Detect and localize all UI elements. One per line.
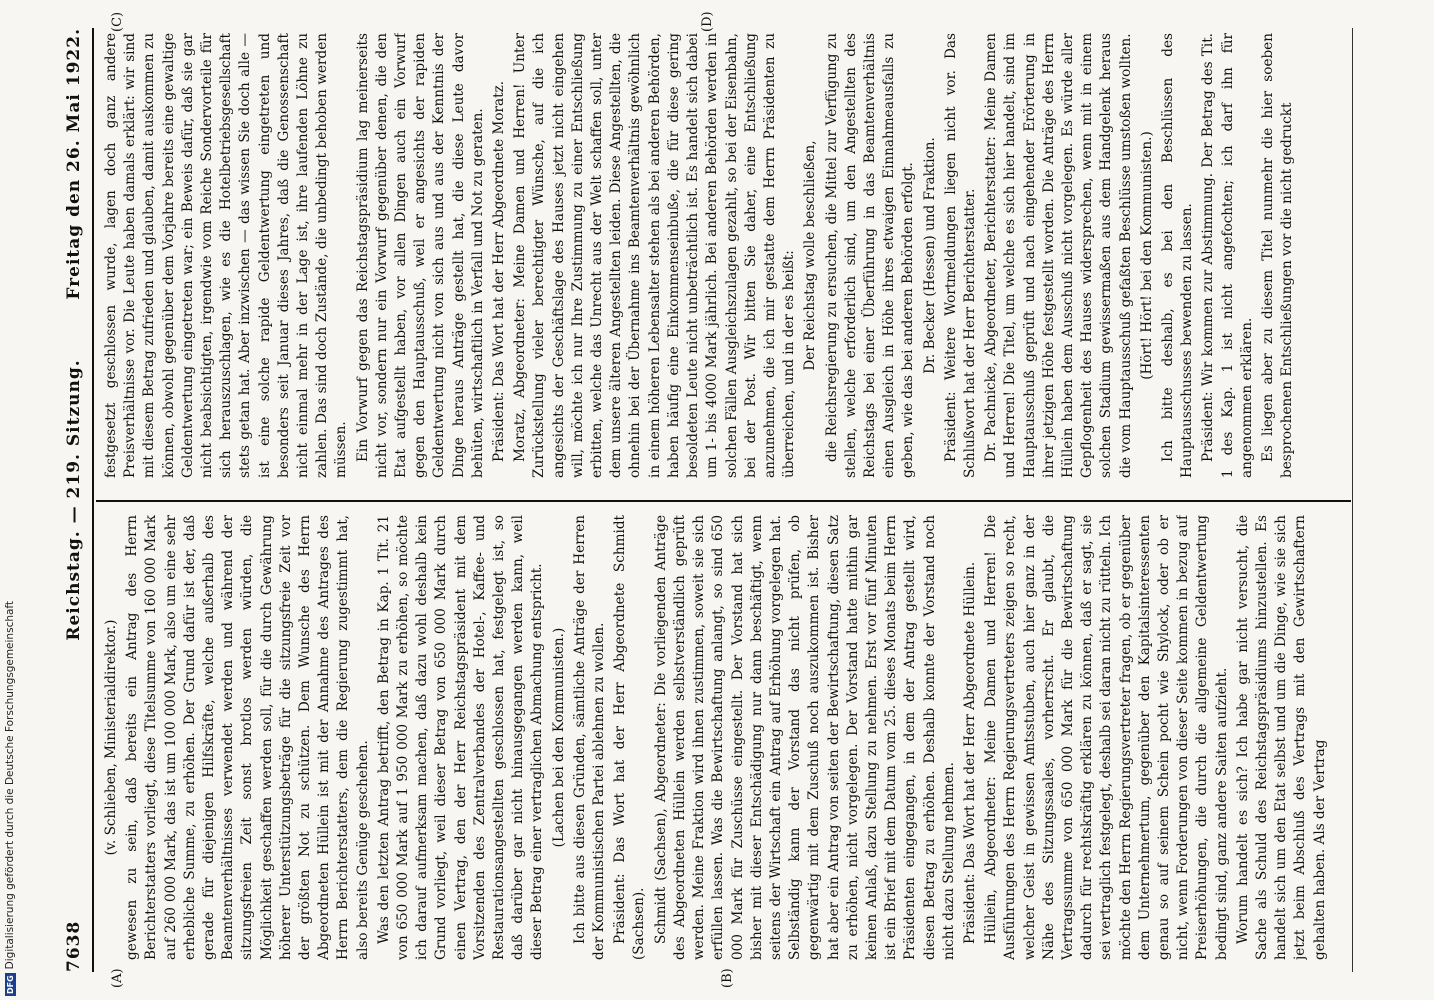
credit-text: Digitalisierung gefördert durch die Deutsche Forschungsgemeinschaft bbox=[4, 600, 16, 970]
margin-marker-d: (D) bbox=[700, 11, 715, 32]
paragraph: Präsident: Das Wort hat der Herr Abgeordnete Schmidt (Sachsen). bbox=[612, 515, 648, 960]
resolution-text: die Reichsregierung zu ersuchen, die Mittel zur Verfügung zu stellen, welche erforderlich sind, um den Angestellten des Reichstags bei einer Überführung in das Beamtenverhältnis einen Ausgleich in Höhe ihres etwaigen Einnahmeausfalls zu geben, wie das bei anderen Behörden erfolgt. bbox=[823, 33, 917, 478]
paragraph: Präsident: Weitere Wortmeldungen liegen nicht vor. Das Schlußwort hat der Herr Berichterstatter. bbox=[942, 33, 978, 478]
left-column bbox=[102, 515, 1342, 960]
paragraph: Was den letzten Antrag betrifft, den Betrag in Kap. 1 Tit. 21 von 650 000 Mark auf 1 950 000 Mark zu erhöhen, so möchte ich darauf aufmerksam machen, daß dazu wohl deshalb kein Grund vorliegt, weil dieser Betrag von 650 000 Mark durch einen Vertrag, den der Herr Reichstagspräsident mit dem Vorsitzenden des Zentralverbandes der Hotel-, Kaffee- und Restaurationsangestellten geschlossen hat, festgelegt ist, so daß darüber gar nicht hinausgegangen werden kann, weil dieser Betrag einer vertraglichen Abmachung entspricht. bbox=[375, 515, 546, 960]
page-header bbox=[62, 28, 88, 972]
resolution-signatories: Dr. Becker (Hessen) und Fraktion. bbox=[921, 137, 938, 374]
paragraph: gewesen zu sein, daß bereits ein Antrag des Herrn Berichterstatters vorliegt, diese Titelsumme von 160 000 Mark auf 260 000 Mark, das ist um 100 000 Mark, also um eine sehr erhebliche Summe, zu erhöhen. Der Grund dafür ist der, daß gerade für diejenigen Hilfskräfte, welche außerhalb des Beamtenverhältnisses verwendet werden und während der sitzungsfreien Zeit sonst brotlos werden würden, die Möglichkeit geschaffen werden soll, für die durch Gewährung höherer Unterstützungsbeträge für die sitzungsfreie Zeit vor der größten Not zu schützen. Dem Wunsche des Herrn Abgeordneten Hüllein ist mit der Annahme des Antrages des Herrn Berichterstatters, dem die Regierung zugestimmt hat, also bereits Genüge geschehen. bbox=[124, 515, 371, 960]
header-rule bbox=[92, 28, 94, 972]
interjection: (Lachen bei den Kommunisten.) bbox=[550, 627, 567, 848]
column-divider bbox=[96, 500, 1351, 502]
paragraph: Es liegen aber zu diesem Titel nunmehr die hier soeben besprochenen Entschließungen vor die nicht gedruckt bbox=[1259, 33, 1296, 478]
footer-rule bbox=[1352, 28, 1353, 972]
paragraph: Dr. Pachnicke, Abgeordneter, Berichterstatter: Meine Damen und Herren! Die Titel, um welche es sich hier handelt, sind im Hauptausschuß geprüft und nach eingehender Erörterung in ihrer jetzigen Höhe festgestellt worden. Die Anträge des Herrn Hüllein haben dem Ausschuß nicht vorgelegen. Es würde aller Gepflogenheit des Hauses widersprechen, wenn mit in einem solchen Stadium gewissermaßen aus dem Handgelenk heraus die vom Hauptausschuß gefaßten Beschlüsse umstoßen wollten. bbox=[983, 33, 1134, 478]
interjection: (Hört! Hört! bei den Kommunisten.) bbox=[1138, 131, 1155, 380]
speaker-note: (v. Schlieben, Ministerialdirektor.) bbox=[103, 619, 119, 856]
session-date: Freitag den 26. Mai 1922. bbox=[64, 28, 84, 300]
paragraph: Ich bitte deshalb, es bei den Beschlüssen des Hauptausschusses bewenden zu lassen. bbox=[1159, 33, 1196, 478]
right-column bbox=[102, 33, 1342, 478]
page-number: 7638 bbox=[64, 920, 84, 972]
dfg-logo: DFG bbox=[5, 975, 15, 994]
paragraph: Ein Vorwurf gegen das Reichstagspräsidium lag meinerseits nicht vor, sondern nur ein Vorwurf gegenüber denen, die den Etat aufgestellt haben, vor allen Dingen auch ein Vorwurf gegen den Hauptausschuß, weil er angesichts der rapiden Geldentwertung nicht von sich aus und aus der Kenntnis der Dinge heraus Anträge gestellt hat, die diese Leute davor behüten, wirtschaftlich in Verfall und Not zu geraten. bbox=[354, 33, 486, 478]
paragraph: Worum handelt es sich? Ich habe gar nicht versucht, die Sache als Schuld des Reichstagspräsidiums hinzustellen. Es handelt sich um den Etat selbst und um die Dinge, wie sie sich jetzt beim Abschluß des Vertrags mit den Gewirtschaftern gehalten haben. Als der Vertrag bbox=[1234, 515, 1328, 960]
paragraph: festgesetzt geschlossen wurde, lagen doch ganz andere Preisverhältnisse vor. Die Leute haben damals erklärt: wir sind mit diesem Betrag zufrieden und glauben, damit auskommen zu können, obwohl gegenüber dem Vorjahre bereits eine gewaltige Geldentwertung eingetreten war; ein Beweis dafür, daß sie gar nicht beabsichtigten, irgendwie vom Reiche Sondervorteile für sich herauszuschlagen, wie es die Hotelbetriebsgesellschaft stets getan hat. Aber inzwischen — das wissen Sie doch alle — ist eine solche rapide Geldentwertung eingetreten und besonders seit Januar dieses Jahres, daß die Genossenschaft nicht einmal mehr in der Lage ist, ihre laufenden Löhne zu zahlen. Das sind doch Zustände, die unbedingt behoben werden müssen. bbox=[103, 33, 350, 478]
margin-marker-a: (A) bbox=[110, 968, 125, 988]
paragraph: Präsident: Das Wort hat der Herr Abgeordnete Hüllein. bbox=[961, 561, 978, 944]
margin-marker-c: (C) bbox=[110, 11, 125, 32]
digitization-credit bbox=[4, 6, 22, 996]
paragraph: Schmidt (Sachsen), Abgeordneter: Die vorliegenden Anträge des Abgeordneten Hüllein werden selbstverständlich geprüft werden. Meine Fraktion wird ihnen zustimmen, soweit sie sich erfüllen lassen. Was die Bewirtschaftung anlangt, so sind 650 000 Mark für Zuschüsse eingestellt. Der Vorstand hat sich bisher mit dieser Entschädigung nur dann beschäftigt, wenn seitens der Wirtschaft ein Antrag auf Erhöhung vorgelegen hat. Selbständig kann der Vorstand das nicht prüfen, ob gegenwärtig mit dem Zuschuß noch auszukommen ist. Bisher hat aber ein Antrag von seiten der Bewirtschaftung, diesen Satz zu erhöhen, nicht vorgelegen. Der Vorstand hatte mithin gar keinen Anlaß, dazu Stellung zu nehmen. Erst vor fünf Minuten ist ein Brief mit dem Datum vom 25. dieses Monats beim Herrn Präsidenten eingegangen, in dem der Antrag gestellt wird, diesen Betrag zu erhöhen. Deshalb konnte der Vorstand noch nicht dazu Stellung nehmen. bbox=[652, 515, 957, 960]
paragraph: Hüllein, Abgeordneter: Meine Damen und Herren! Die Ausführungen des Herrn Regierungsvertreters zeigen so recht, welcher Geist in gewissen Amtsstuben, auch hier ganz in der Nähe des Sitzungssaales, vorherrscht. Er glaubt, die Vertragssumme von 650 000 Mark für die Bewirtschaftung dadurch für rechtskräftig erklären zu können, daß er sagt, sie sei vertraglich festgelegt, deshalb sei daran nicht zu rütteln. Ich möchte den Herrn Regierungsvertreter fragen, ob er gegenüber dem Unternehmertum, gegenüber den Kapitalsinteressenten genau so auf seinem Schein pocht wie Shylock, oder ob er nicht, wenn Forderungen von dieser Seite kommen in bezug auf Preiserhöhungen, die durch die allgemeine Geldentwertung bedingt sind, ganz andere Saiten aufzieht. bbox=[983, 515, 1230, 960]
margin-marker-b: (B) bbox=[720, 968, 735, 988]
paragraph: Präsident: Wir kommen zur Abstimmung. Der Betrag des Tit. 1 des Kap. 1 ist nicht angefochten; ich darf ihn für angenommen erklären. bbox=[1200, 33, 1255, 478]
session-title: Reichstag. — 219. Sitzung. bbox=[64, 359, 84, 641]
paragraph: Moratz, Abgeordneter: Meine Damen und Herren! Unter Zurückstellung vieler berechtigter Wünsche, auf die ich angesichts der Geschäftslage des Hauses jetzt nicht eingehen will, möchte ich nur Ihre Zustimmung zu einer Entschließung erbitten, welche das Unrecht aus der Welt schaffen soll, unter dem unsere älteren Angestellten leiden. Diese Angestellten, die ohnehin bei der Übernahme ins Beamtenverhältnis gewöhnlich in einem höheren Lebensalter stehen als bei anderen Behörden, haben häufig eine Einkommenseinbuße, die für diese gering besoldeten Leute nicht unbeträchtlich ist. Es handelt sich dabei um 1- bis 4000 Mark jährlich. Bei anderen Behörden werden in solchen Fällen Ausgleichszulagen gezahlt, so bei der Eisenbahn, bei der Post. Wir bitten Sie daher, eine Entschließung anzunehmen, die ich mir gestatte dem Herrn Präsidenten zu überreichen, und in der es heißt: bbox=[512, 33, 798, 478]
paragraph: Ich bitte aus diesen Gründen, sämtliche Anträge der Herren der Kommunistischen Partei ablehnen zu wollen. bbox=[571, 515, 608, 960]
resolution-heading: Der Reichstag wolle beschließen, bbox=[802, 140, 819, 371]
paragraph: Präsident: Das Wort hat der Herr Abgeordnete Moratz. bbox=[491, 80, 508, 462]
